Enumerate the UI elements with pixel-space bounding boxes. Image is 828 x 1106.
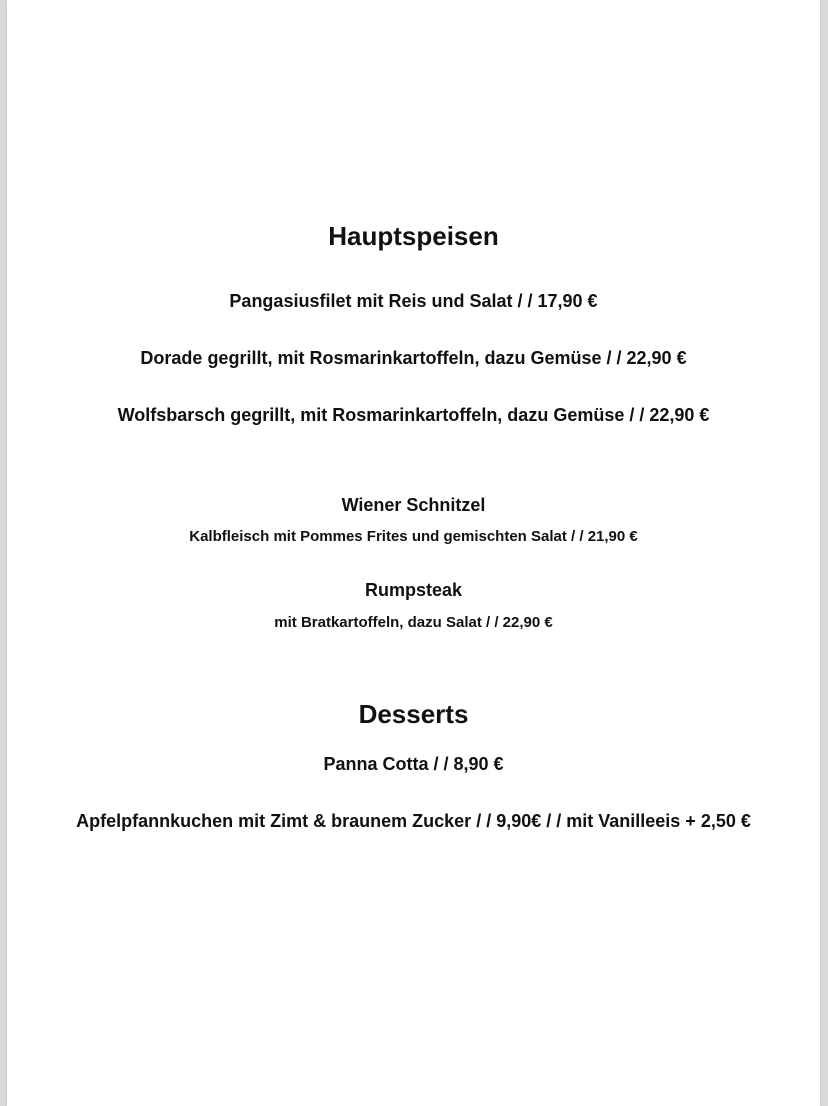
menu-item-wolfsbarsch: Wolfsbarsch gegrillt, mit Rosmarinkartoffeln, dazu Gemüse / / 22,90 € xyxy=(117,405,710,425)
special-name-rumpsteak: Rumpsteak xyxy=(364,580,463,600)
dessert-item-apfelpfannkuchen: Apfelpfannkuchen mit Zimt & braunem Zucker / / 9,90€ / / mit Vanilleeis + 2,50 € xyxy=(76,811,751,831)
special-detail-rumpsteak: mit Bratkartoffeln, dazu Salat / / 22,90 € xyxy=(274,614,553,631)
desserts-heading: Desserts xyxy=(358,699,469,729)
menu-page xyxy=(7,0,820,1106)
special-name-schnitzel: Wiener Schnitzel xyxy=(341,495,486,515)
special-detail-schnitzel: Kalbfleisch mit Pommes Frites und gemischten Salat / / 21,90 € xyxy=(189,528,638,545)
dessert-item-panna-cotta: Panna Cotta / / 8,90 € xyxy=(323,754,504,774)
menu-item-pangasius: Pangasiusfilet mit Reis und Salat / / 17,90 € xyxy=(229,291,598,311)
menu-item-dorade: Dorade gegrillt, mit Rosmarinkartoffeln, dazu Gemüse / / 22,90 € xyxy=(140,348,687,368)
main-courses-heading: Hauptspeisen xyxy=(328,221,499,251)
